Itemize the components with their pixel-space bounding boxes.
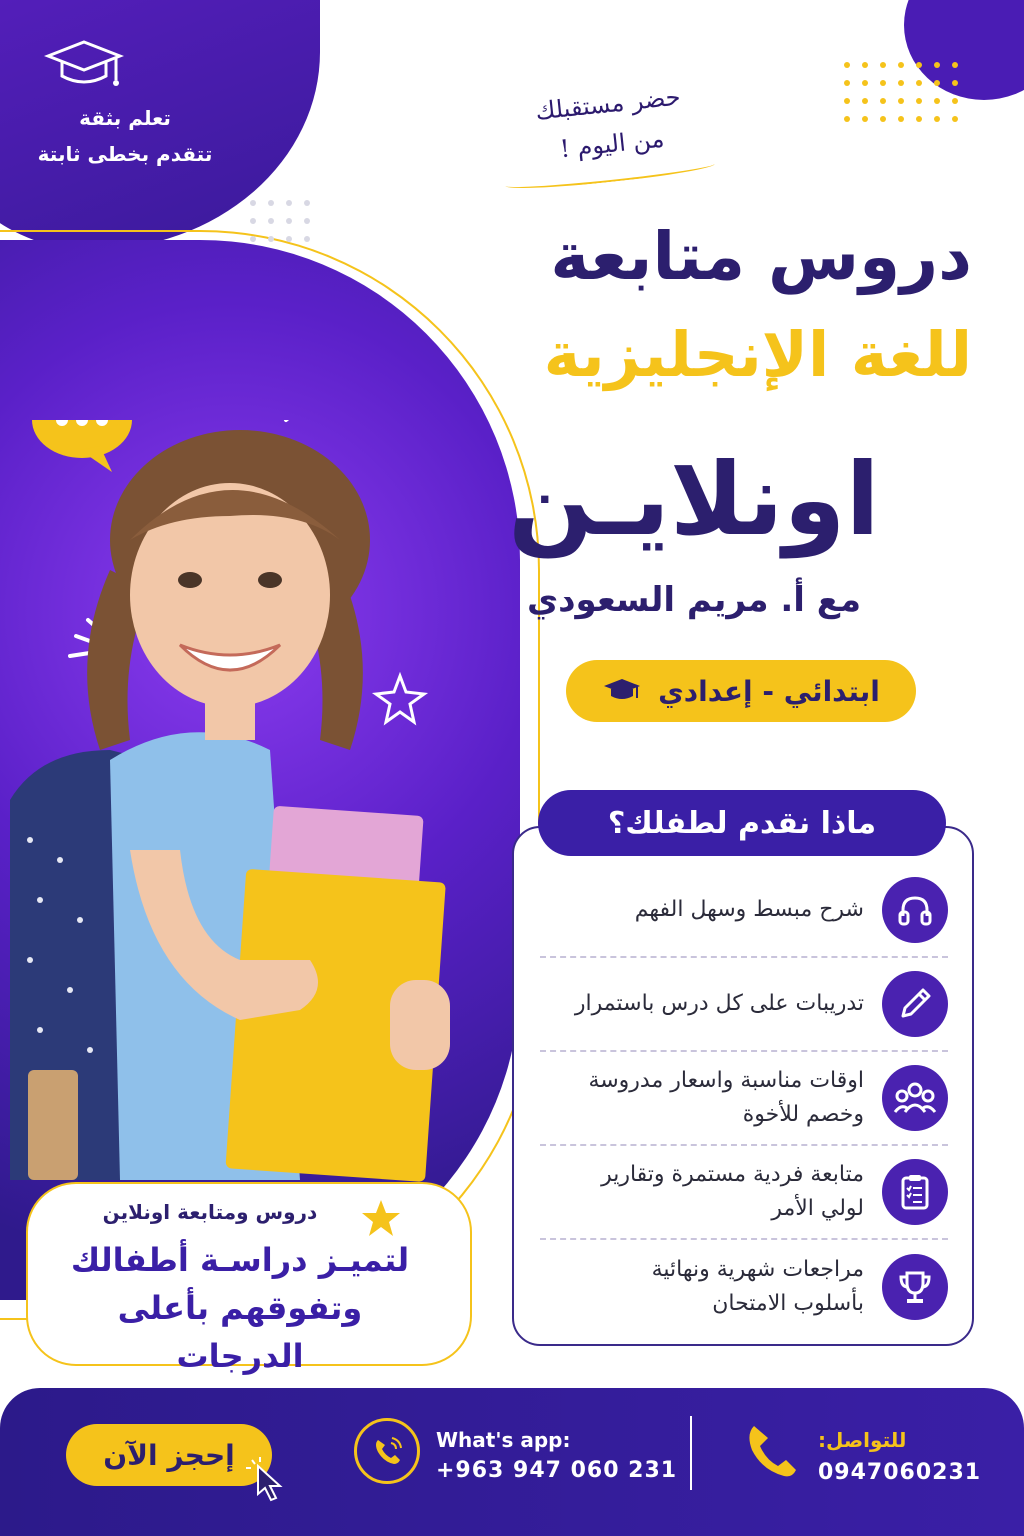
feature-text xyxy=(564,1253,864,1321)
logo-line-1: تعلم بثقة xyxy=(79,106,171,130)
feature-item xyxy=(540,1146,948,1240)
book-now-button[interactable]: إحجز الآن xyxy=(66,1424,272,1486)
feature-item xyxy=(540,958,948,1052)
clipboard-icon xyxy=(882,1159,948,1225)
tagline xyxy=(496,73,723,176)
whatsapp-number[interactable]: +963 947 060 231 xyxy=(436,1458,678,1483)
pitch-headline xyxy=(50,1236,430,1380)
decorative-dots xyxy=(844,62,958,122)
girl-photo xyxy=(0,420,470,1200)
feature-line-1: مراجعات شهرية ونهائية xyxy=(651,1257,864,1282)
graduation-cap-icon xyxy=(44,36,124,96)
feature-line-1: اوقات مناسبة واسعار مدروسة xyxy=(588,1068,864,1093)
pitch-line-2: وتفوقهم بأعلى الدرجات xyxy=(117,1289,363,1375)
headline-line-1: دروس متابعة xyxy=(550,218,972,295)
levels-badge xyxy=(566,660,916,722)
feature-line-2: بأسلوب الامتحان xyxy=(712,1291,864,1316)
pitch-line-1: لتميـز دراسـة أطفالك xyxy=(70,1241,410,1279)
group-icon xyxy=(882,1065,948,1131)
trophy-icon xyxy=(882,1254,948,1320)
cursor-click-icon xyxy=(244,1456,290,1502)
tagline-line-1: حضر مستقبلك xyxy=(534,82,682,126)
decorative-dots-grey xyxy=(250,200,310,242)
phone-icon[interactable] xyxy=(744,1422,800,1480)
feature-line-2: لولي الأمر xyxy=(771,1196,864,1221)
star-icon xyxy=(360,1198,402,1238)
feature-text xyxy=(564,987,864,1021)
whatsapp-label: What's app: xyxy=(436,1428,571,1452)
headline-line-2: للغة الإنجليزية xyxy=(543,318,972,391)
footer-divider xyxy=(690,1416,692,1490)
levels-text: ابتدائي - إعدادي xyxy=(658,674,880,708)
pitch-subtitle: دروس ومتابعة اونلاين xyxy=(102,1200,318,1224)
feature-text xyxy=(564,893,864,927)
features-title: ماذا نقدم لطفلك؟ xyxy=(538,790,946,856)
headline-line-3: اونلايـن xyxy=(508,441,880,558)
feature-line-2: وخصم للأخوة xyxy=(742,1102,864,1127)
whatsapp-icon[interactable] xyxy=(354,1418,420,1484)
feature-text xyxy=(564,1064,864,1132)
speech-bubble-icon xyxy=(32,420,132,472)
star-icon xyxy=(376,676,424,722)
contact-number[interactable]: 0947060231 xyxy=(818,1460,982,1485)
contact-label: للتواصل: xyxy=(818,1428,907,1452)
logo-line-2: تتقدم بخطى ثابتة xyxy=(37,142,213,166)
feature-line-1: تدريبات على كل درس باستمرار xyxy=(574,991,864,1016)
feature-line-1: شرح مبسط وسهل الفهم xyxy=(634,897,864,922)
feature-item xyxy=(540,864,948,958)
feature-line-1: متابعة فردية مستمرة وتقارير xyxy=(601,1162,864,1187)
pencil-icon xyxy=(882,971,948,1037)
feature-item xyxy=(540,1052,948,1146)
teacher-name: مع أ. مريم السعودي xyxy=(526,580,862,620)
logo-slogan xyxy=(30,100,220,172)
headphones-icon xyxy=(882,877,948,943)
tagline-line-2: من اليوم ! xyxy=(558,124,666,164)
graduation-cap-icon xyxy=(602,676,642,706)
feature-item xyxy=(540,1240,948,1334)
feature-text xyxy=(564,1158,864,1226)
